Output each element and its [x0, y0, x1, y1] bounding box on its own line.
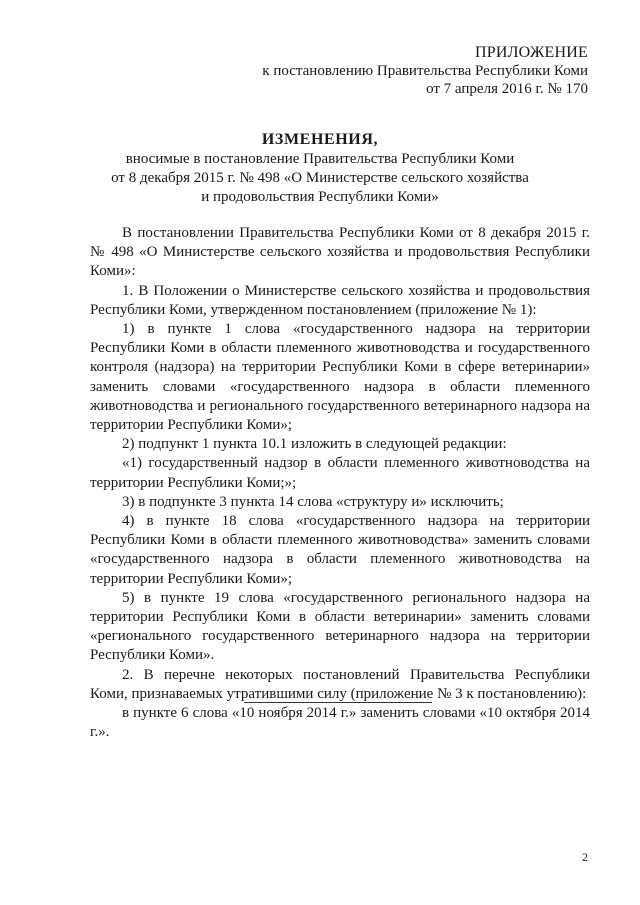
appendix-date: от 7 апреля 2016 г. № 170: [426, 81, 588, 97]
end-divider: [244, 702, 432, 703]
paragraph-subitem-1: 1) в пункте 1 слова «государственного надзора на территории Республики Коми в области племенного животноводства и государственного контроля (надзора) на территории Республики Коми в сфере ветеринарии» заменить словами «государственного надзора в области племенного животноводства и регионального государственного ветеринарного надзора на территории Республики Коми»;: [90, 321, 590, 434]
paragraph-subitem-2: 2) подпункт 1 пункта 10.1 изложить в следующей редакции:: [122, 436, 507, 453]
paragraph-subitem-4: 4) в пункте 18 слова «государственного надзора на территории Республики Коми в области племенного животноводства» заменить словами «государственного надзора в области племенного животноводства на территории Республики Коми»;: [90, 513, 590, 587]
title-line-3: и продовольствия Республики Коми»: [201, 189, 439, 205]
document-title: [60, 130, 580, 207]
paragraph-subitem-5: 5) в пункте 19 слова «государственного регионального надзора на территории Республики Коми в области ветеринарии» заменить словами «регионального государственного ветеринарного надзора на территории Республики Коми».: [90, 589, 590, 664]
paragraph-subitem-2-text: «1) государственный надзор в области племенного животноводства на территории Республики Коми;»;: [90, 455, 590, 491]
paragraph-intro: В постановлении Правительства Республики Коми от 8 декабря 2015 г. № 498 «О Министерстве сельского хозяйства и продовольствия Республики Коми»:: [90, 225, 590, 280]
title-heading: ИЗМЕНЕНИЯ,: [261, 131, 379, 148]
appendix-header: [168, 44, 588, 98]
appendix-reference: к постановлению Правительства Республики Коми: [262, 63, 588, 79]
appendix-label: ПРИЛОЖЕНИЕ: [474, 44, 588, 61]
document-body: [90, 224, 590, 742]
page-number: 2: [582, 850, 588, 864]
paragraph-subitem-3: 3) в подпункте 3 пункта 14 слова «структуру и» исключить;: [122, 493, 504, 510]
title-line-2: от 8 декабря 2015 г. № 498 «О Министерстве сельского хозяйства: [111, 170, 529, 186]
paragraph-item-1: 1. В Положении о Министерстве сельского хозяйства и продовольствия Республики Коми, утвержденном постановлением (приложение № 1):: [90, 282, 590, 318]
paragraph-item-2-text: в пункте 6 слова «10 ноября 2014 г.» заменить словами «10 октября 2014 г.».: [90, 705, 590, 741]
paragraph-item-2: 2. В перечне некоторых постановлений Правительства Республики Коми, признаваемых утратившими силу (приложение № 3 к постановлению):: [90, 666, 590, 702]
title-line-1: вносимые в постановление Правительства Республики Коми: [125, 151, 515, 167]
